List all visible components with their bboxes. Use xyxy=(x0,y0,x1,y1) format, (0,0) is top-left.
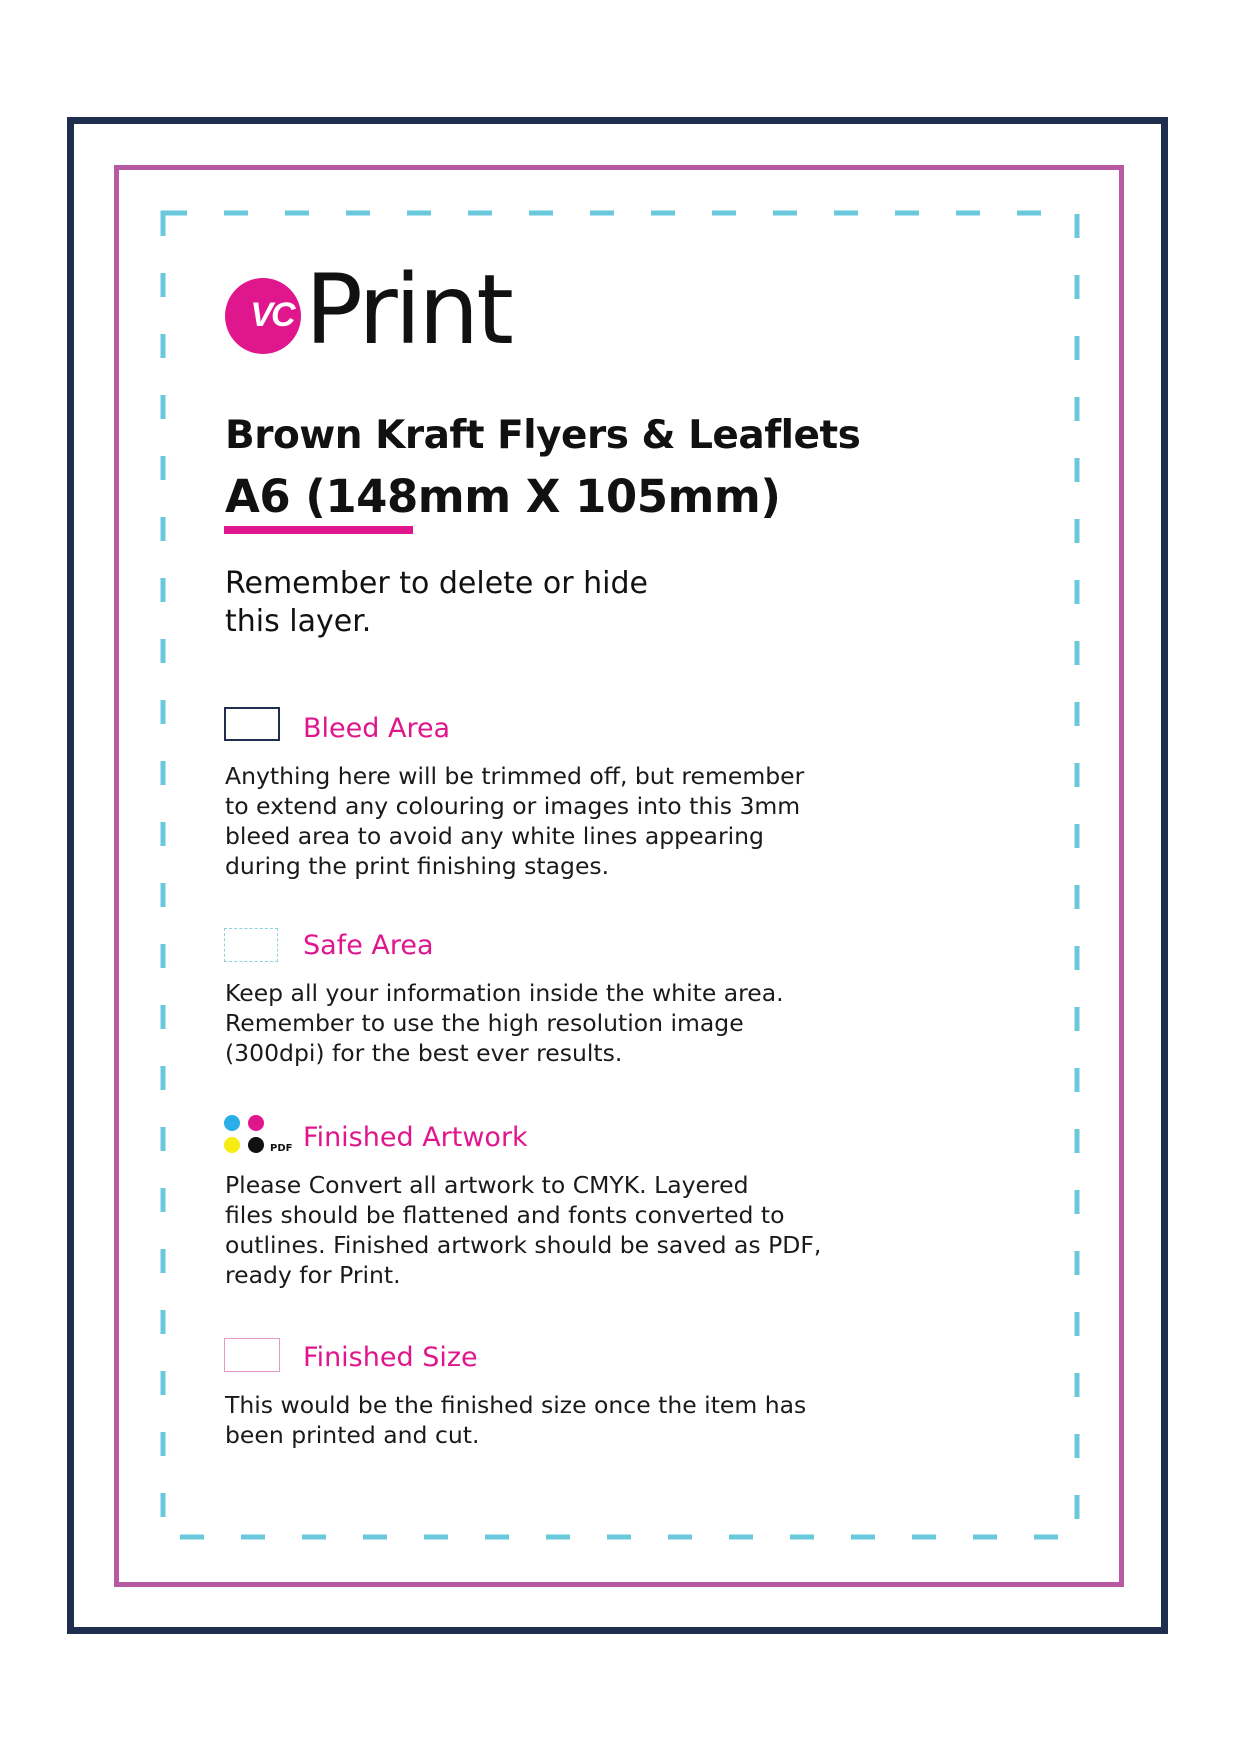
description-line: Keep all your information inside the white area. xyxy=(225,979,784,1007)
bleed-area-icon xyxy=(224,707,280,741)
description-line: to extend any colouring or images into this 3mm xyxy=(225,792,801,820)
finished-artwork-description xyxy=(225,1170,865,1290)
description-line: outlines. Finished artwork should be saved as PDF, xyxy=(225,1231,822,1259)
cmyk-dots-icon xyxy=(222,1113,294,1157)
black-dot-icon xyxy=(248,1137,264,1153)
description-line: been printed and cut. xyxy=(225,1421,480,1449)
description-line: during the print finishing stages. xyxy=(225,852,610,880)
bleed-area-description xyxy=(225,761,865,881)
reminder-line: this layer. xyxy=(225,604,372,639)
vcprint-logo xyxy=(225,254,545,366)
description-line: ready for Print. xyxy=(225,1261,401,1289)
reminder-line: Remember to delete or hide xyxy=(225,566,649,601)
product-title: Brown Kraft Flyers & Leaflets xyxy=(225,413,861,458)
description-line: files should be flattened and fonts converted to xyxy=(225,1201,785,1229)
description-line: This would be the finished size once the item has xyxy=(225,1391,807,1419)
finished-size-icon xyxy=(224,1338,280,1372)
yellow-dot-icon xyxy=(224,1137,240,1153)
safe-area-heading: Safe Area xyxy=(303,930,434,961)
cyan-dot-icon xyxy=(224,1115,240,1131)
pdf-label: PDF xyxy=(270,1143,293,1154)
bleed-area-heading: Bleed Area xyxy=(303,713,451,744)
safe-area-description xyxy=(225,978,865,1068)
finished-artwork-heading: Finished Artwork xyxy=(303,1122,528,1153)
finished-size-heading: Finished Size xyxy=(303,1342,478,1373)
finished-size-description xyxy=(225,1390,865,1450)
logo-wordmark: Print xyxy=(305,254,511,366)
description-line: Anything here will be trimmed off, but remember xyxy=(225,762,805,790)
safe-area-icon xyxy=(224,928,278,962)
logo-mark-text: VC xyxy=(250,296,294,334)
layer-reminder xyxy=(225,565,725,641)
description-line: (300dpi) for the best ever results. xyxy=(225,1039,623,1067)
description-line: Please Convert all artwork to CMYK. Layered xyxy=(225,1171,749,1199)
description-line: Remember to use the high resolution image xyxy=(225,1009,744,1037)
description-line: bleed area to avoid any white lines appearing xyxy=(225,822,764,850)
product-size: A6 (148mm X 105mm) xyxy=(225,470,781,523)
title-underline xyxy=(224,526,413,534)
magenta-dot-icon xyxy=(248,1115,264,1131)
